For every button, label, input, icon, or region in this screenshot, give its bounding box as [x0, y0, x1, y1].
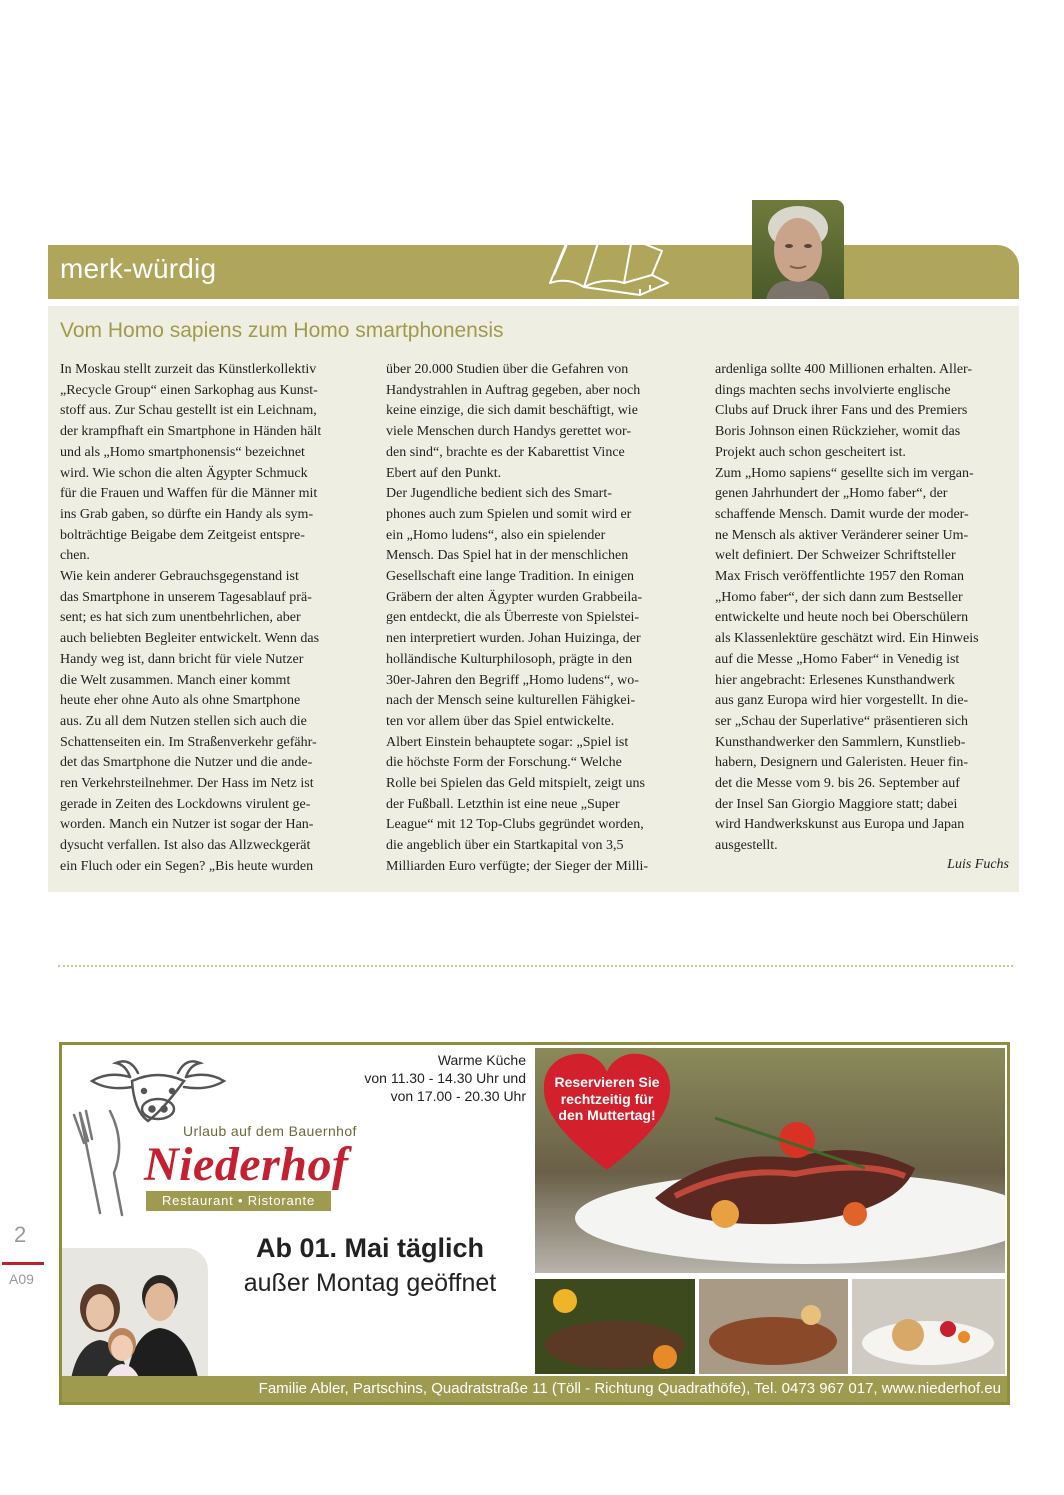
article — [48, 306, 1019, 892]
heart-text-line-3: den Muttertag! — [558, 1107, 656, 1123]
heart-text-line-2: rechtzeitig für — [560, 1090, 654, 1107]
fork-knife-icon — [70, 1103, 140, 1223]
page-number: 2 — [14, 1222, 27, 1247]
food-photo-3 — [852, 1279, 1005, 1374]
page-number-rule — [2, 1262, 44, 1265]
dotted-separator — [58, 965, 1013, 967]
heart-text-line-1: Reservieren Sie — [554, 1074, 660, 1090]
article-column-3: ardenliga sollte 400 Millionen erhalten. Aller- dings machten sechs involvierte englische Clubs auf Druck ihrer Fans und des Premiers Boris Johnson einen Rückzieher, womit das Projekt auch schon gescheitert ist. Zum „Homo sapiens“ gesellte sich im vergan- genen Jahrhundert der „Homo faber“, der schaffende Mensch. Damit wurde der moder- ne Mensch als aktiver Veränderer seiner Um- welt definiert. Der Schweizer Schriftsteller Max Frisch veröffentlichte 1957 den Roman „Homo faber“, der sich dann zum Bestseller entwickelte und heute noch bei Oberschülern als Klassenlektüre geschätzt wird. Ein Hinweis auf die Messe „Homo Faber“ in Venedig ist hier angebracht: Erlesenes Kunsthandwerk aus ganz Europa wird hier vorgestellt. In die- ser „Schau der Superlative“ präsentieren sich Kunsthandwerker den Sammlern, Kunstlieb- habern, Designern und Galeristen. Heuer fin- det die Messe vom 9. bis 26. September auf der Insel San Giorgio Maggiore statt; dabei wird Handwerkskunst aus Europa und Japan ausgestellt. — [715, 362, 979, 854]
heart-reservation-text — [554, 1074, 660, 1124]
kitchen-hours — [364, 1051, 526, 1105]
article-author: Luis Fuchs — [947, 857, 1009, 872]
hours-line-1: von 11.30 - 14.30 Uhr und — [364, 1070, 526, 1086]
article-column-1: In Moskau stellt zurzeit das Künstlerkollektiv „Recycle Group“ einen Sarkophag aus Kunst- stoff aus. Zur Schau gestellt ist ein Leichnam, der krampfhaft ein Smartphone in Händen hält und als „Homo smartphonensis“ bezeichnet wird. Wie schon die alten Ägypter Schmuck für die Frauen und Waffen für die Männer mit ins Grab gaben, so dürfte ein Handy als sym- bolträchtige Beigabe dem Zeitgeist entspre- chen. Wie kein anderer Gebrauchsgegenstand ist das Smartphone in unserem Tagesablauf prä- sent; es hat sich zum unentbehrlichen, aber auch beliebten Begleiter entwickelt. Wenn das Handy weg ist, dann bricht für viele Nutzer die Welt zusammen. Manch einer kommt heute eher ohne Auto als ohne Smartphone aus. Zu all dem Nutzen stellen sich auch die Schattenseiten ein. Im Straßenverkehr gefähr- det das Smartphone die Nutzer und die ande- ren Verkehrsteilnehmer. Der Hass im Netz ist gerade in Zeiten des Lockdowns virulent ge- worden. Manch ein Nutzer ist sogar der Han- dysucht verfallen. Ist also das Allzweckgerät ein Fluch oder ein Segen? „Bis heute wurden — [60, 362, 322, 874]
opening-title: Ab 01. Mai täglich — [255, 1233, 485, 1263]
food-photo-1 — [535, 1279, 695, 1374]
food-photo-2 — [699, 1279, 848, 1374]
restaurant-advertisement — [59, 1042, 1010, 1405]
author-portrait — [752, 200, 844, 299]
opening-subtitle: außer Montag geöffnet — [243, 1269, 497, 1297]
ad-footer-contact: Familie Abler, Partschins, Quadratstraße 11 (Töll - Richtung Quadrathöfe), Tel. 0473 967 017, www.niederhof.eu — [258, 1380, 1001, 1397]
article-column-2: über 20.000 Studien über die Gefahren von Handystrahlen in Auftrag gegeben, aber noch keine einzige, die sich damit beschäftigt, wie viele Menschen durch Handys gerettet wor- den sind“, brachte es der Kabarettist Vince Ebert auf den Punkt. Der Jugendliche bedient sich des Smart- phones auch zum Spielen und somit wird er ein „Homo ludens“, also ein spielender Mensch. Das Spiel hat in der menschlichen Gesellschaft eine lange Tradition. In einigen Gräbern der alten Ägypter wurden Grabbeila- gen entdeckt, die als Überreste von Spielstei- nen interpretiert wurden. Johan Huizinga, der holländische Kulturphilosoph, prägte in den 30er-Jahren den Begriff „Homo ludens“, wo- nach der Mensch seine kulturellen Fähigkei- ten vor allem über das Spiel entwickelte. Albert Einstein behauptete sogar: „Spiel ist die höchste Form der Forschung.“ Welche Rolle bei Spielen das Geld mitspielt, zeigt uns der Fußball. Letzthin ist eine neue „Super League“ mit 12 Top-Clubs gegründet worden, die angeblich über ein Startkapital von 3,5 Milliarden Euro verfügte; der Sieger der Milli- — [386, 362, 649, 874]
open-book-icon — [532, 225, 672, 299]
section-title: merk-würdig — [60, 253, 217, 284]
logo-name: Niederhof — [144, 1138, 349, 1191]
logo-subtitle: Urlaub auf dem Bauernhof — [183, 1123, 357, 1139]
hours-title: Warme Küche — [437, 1052, 526, 1068]
article-headline: Vom Homo sapiens zum Homo smartphonensis — [60, 319, 504, 342]
page-code: A09 — [9, 1271, 34, 1287]
hours-line-2: von 17.00 - 20.30 Uhr — [390, 1088, 526, 1104]
ad-footer-bar — [62, 1376, 1007, 1402]
logo-tagline: Restaurant • Ristorante — [161, 1193, 315, 1208]
logo-tagline-bar — [146, 1191, 331, 1211]
